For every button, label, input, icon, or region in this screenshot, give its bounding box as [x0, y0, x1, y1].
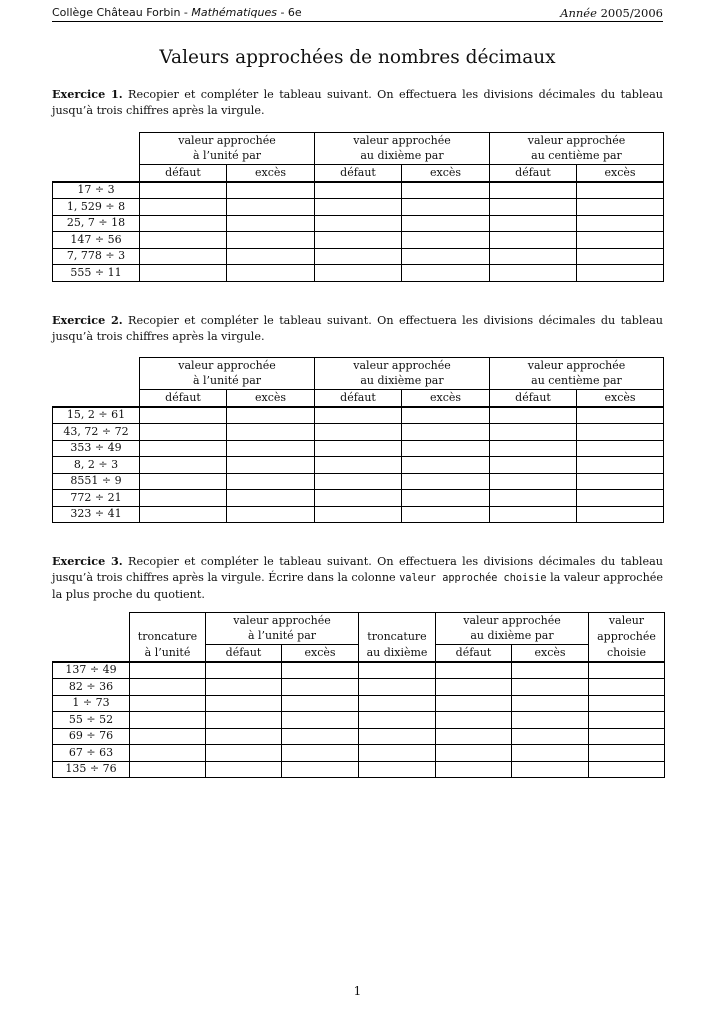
answer-cell: [282, 745, 359, 762]
corner-cell: [53, 613, 130, 629]
answer-cell: [402, 407, 490, 424]
answer-cell: [490, 265, 577, 282]
header-left: Collège Château Forbin - Mathématiques - 6e: [52, 6, 302, 19]
answer-cell: [577, 440, 664, 457]
answer-cell: [315, 506, 402, 523]
answer-cell: [206, 728, 282, 745]
answer-cell: [227, 440, 315, 457]
division-label: 147 ÷ 56: [53, 232, 140, 249]
answer-cell: [490, 199, 577, 216]
choisie-header-line-3: choisie: [589, 645, 665, 662]
troncature-unite-line-2: à l’unité: [130, 645, 206, 662]
header-right: Année 2005/2006: [560, 6, 663, 20]
troncature-unite-line-1: troncature: [130, 629, 206, 645]
answer-cell: [512, 745, 589, 762]
table-row: [53, 473, 664, 490]
corner-cell: [53, 165, 140, 182]
table-row: [53, 248, 664, 265]
answer-cell: [282, 679, 359, 696]
group-header-line-2: à l’unité par: [140, 149, 315, 165]
answer-cell: [227, 232, 315, 249]
table-row: [53, 662, 665, 679]
answer-cell: [589, 662, 665, 679]
subheader-cell: excès: [577, 165, 664, 182]
table-row: [53, 182, 664, 199]
answer-cell: [436, 712, 512, 729]
exercise-3-table: [52, 612, 665, 778]
group-unite-line-2: à l’unité par: [206, 629, 359, 645]
header-row: [53, 133, 664, 149]
answer-cell: [577, 407, 664, 424]
column-name-code: valeur approchée choisie: [399, 573, 547, 584]
answer-cell: [512, 662, 589, 679]
choisie-header-line-2: approchée: [589, 629, 665, 645]
exercise-3-label: Exercice 3.: [52, 554, 123, 568]
answer-cell: [577, 215, 664, 232]
division-label: 353 ÷ 49: [53, 440, 140, 457]
troncature-dixieme-line-2: au dixième: [359, 645, 436, 662]
exercise-1-label: Exercice 1.: [52, 87, 123, 101]
answer-cell: [140, 473, 227, 490]
answer-cell: [359, 679, 436, 696]
answer-cell: [490, 490, 577, 507]
subheader-cell: défaut: [140, 390, 227, 407]
answer-cell: [282, 761, 359, 778]
division-label: 1 ÷ 73: [53, 695, 130, 712]
answer-cell: [436, 728, 512, 745]
group-header-line-2: au centième par: [490, 374, 664, 390]
corner-cell: [53, 358, 140, 374]
table-row: [53, 457, 664, 474]
group-header-line-2: au dixième par: [315, 149, 490, 165]
answer-cell: [315, 424, 402, 441]
answer-cell: [436, 662, 512, 679]
table-row: [53, 728, 665, 745]
answer-cell: [436, 695, 512, 712]
answer-cell: [577, 457, 664, 474]
answer-cell: [206, 761, 282, 778]
answer-cell: [577, 473, 664, 490]
table-row: [53, 745, 665, 762]
subheader-cell: excès: [402, 165, 490, 182]
division-label: 137 ÷ 49: [53, 662, 130, 679]
answer-cell: [130, 679, 206, 696]
answer-cell: [315, 182, 402, 199]
table-row: [53, 215, 664, 232]
answer-cell: [490, 506, 577, 523]
table-row: [53, 712, 665, 729]
answer-cell: [512, 728, 589, 745]
subheader-cell: défaut: [436, 645, 512, 662]
answer-cell: [282, 662, 359, 679]
group-header-line-2: au centième par: [490, 149, 664, 165]
troncature-unite-header: [130, 613, 206, 629]
subheader-row: [53, 165, 664, 182]
answer-cell: [227, 199, 315, 216]
answer-cell: [577, 424, 664, 441]
answer-cell: [589, 728, 665, 745]
division-label: 8551 ÷ 9: [53, 473, 140, 490]
table-row: [53, 506, 664, 523]
answer-cell: [402, 199, 490, 216]
subheader-cell: défaut: [490, 390, 577, 407]
corner-cell: [53, 645, 130, 662]
subheader-cell: excès: [577, 390, 664, 407]
answer-cell: [577, 182, 664, 199]
answer-cell: [140, 457, 227, 474]
answer-cell: [589, 712, 665, 729]
division-label: 15, 2 ÷ 61: [53, 407, 140, 424]
answer-cell: [359, 761, 436, 778]
answer-cell: [512, 679, 589, 696]
answer-cell: [206, 712, 282, 729]
exercise-1-statement: Exercice 1. Recopier et compléter le tableau suivant. On effectuera les divisions décimales du tableau jusqu’à trois chiffres après la virgule.: [52, 87, 663, 117]
answer-cell: [315, 440, 402, 457]
header-row: [53, 374, 664, 390]
answer-cell: [402, 248, 490, 265]
answer-cell: [589, 761, 665, 778]
table-row: [53, 490, 664, 507]
table-row: [53, 407, 664, 424]
answer-cell: [490, 424, 577, 441]
answer-cell: [130, 712, 206, 729]
answer-cell: [490, 440, 577, 457]
division-label: 7, 778 ÷ 3: [53, 248, 140, 265]
answer-cell: [140, 232, 227, 249]
answer-cell: [140, 182, 227, 199]
answer-cell: [436, 761, 512, 778]
group-dixieme-line-2: au dixième par: [436, 629, 589, 645]
troncature-dixieme-line-1: troncature: [359, 629, 436, 645]
header-row: [53, 149, 664, 165]
answer-cell: [227, 473, 315, 490]
answer-cell: [512, 761, 589, 778]
table-row: [53, 440, 664, 457]
answer-cell: [359, 662, 436, 679]
answer-cell: [130, 728, 206, 745]
answer-cell: [359, 695, 436, 712]
answer-cell: [577, 199, 664, 216]
group-unite-line-1: valeur approchée: [206, 613, 359, 629]
table-row: [53, 761, 665, 778]
group-header-line-1: valeur approchée: [315, 358, 490, 374]
table-row: [53, 232, 664, 249]
answer-cell: [359, 712, 436, 729]
answer-cell: [227, 215, 315, 232]
division-label: 17 ÷ 3: [53, 182, 140, 199]
answer-cell: [315, 457, 402, 474]
group-header-line-1: valeur approchée: [490, 358, 664, 374]
answer-cell: [512, 712, 589, 729]
answer-cell: [402, 440, 490, 457]
corner-cell: [53, 374, 140, 390]
answer-cell: [315, 473, 402, 490]
corner-cell: [53, 390, 140, 407]
answer-cell: [130, 695, 206, 712]
choisie-header-line-1: valeur: [589, 613, 665, 629]
answer-cell: [577, 265, 664, 282]
answer-cell: [227, 424, 315, 441]
subheader-cell: défaut: [315, 390, 402, 407]
answer-cell: [589, 679, 665, 696]
subheader-cell: excès: [227, 165, 315, 182]
answer-cell: [282, 695, 359, 712]
answer-cell: [589, 695, 665, 712]
answer-cell: [402, 490, 490, 507]
answer-cell: [206, 695, 282, 712]
answer-cell: [130, 745, 206, 762]
subheader-row: [53, 390, 664, 407]
division-label: 135 ÷ 76: [53, 761, 130, 778]
subheader-row: [53, 645, 665, 662]
group-header-line-1: valeur approchée: [490, 133, 664, 149]
answer-cell: [315, 215, 402, 232]
division-label: 772 ÷ 21: [53, 490, 140, 507]
answer-cell: [140, 265, 227, 282]
division-label: 8, 2 ÷ 3: [53, 457, 140, 474]
exercise-2-label: Exercice 2.: [52, 313, 123, 327]
subheader-cell: excès: [282, 645, 359, 662]
answer-cell: [490, 182, 577, 199]
group-header-line-1: valeur approchée: [140, 133, 315, 149]
table-row: [53, 695, 665, 712]
exercise-2-statement: Exercice 2. Recopier et compléter le tableau suivant. On effectuera les divisions décimales du tableau jusqu’à trois chiffres après la virgule.: [52, 313, 663, 343]
group-header-line-1: valeur approchée: [140, 358, 315, 374]
answer-cell: [402, 457, 490, 474]
answer-cell: [490, 215, 577, 232]
corner-cell: [53, 629, 130, 645]
header-row: [53, 629, 665, 645]
answer-cell: [140, 490, 227, 507]
answer-cell: [282, 712, 359, 729]
exercise-2-table: [52, 357, 664, 523]
group-header-line-2: à l’unité par: [140, 374, 315, 390]
answer-cell: [402, 232, 490, 249]
answer-cell: [315, 232, 402, 249]
answer-cell: [359, 728, 436, 745]
page-title: Valeurs approchées de nombres décimaux: [159, 47, 556, 68]
answer-cell: [315, 248, 402, 265]
answer-cell: [140, 215, 227, 232]
answer-cell: [315, 407, 402, 424]
answer-cell: [206, 679, 282, 696]
page-number: 1: [353, 984, 362, 998]
answer-cell: [577, 232, 664, 249]
answer-cell: [490, 457, 577, 474]
subheader-cell: excès: [512, 645, 589, 662]
answer-cell: [402, 215, 490, 232]
answer-cell: [402, 265, 490, 282]
answer-cell: [402, 506, 490, 523]
corner-cell: [53, 133, 140, 149]
subheader-cell: défaut: [490, 165, 577, 182]
answer-cell: [436, 679, 512, 696]
page-header: [52, 6, 663, 22]
answer-cell: [490, 473, 577, 490]
answer-cell: [227, 182, 315, 199]
division-label: 69 ÷ 76: [53, 728, 130, 745]
subheader-cell: excès: [227, 390, 315, 407]
answer-cell: [227, 265, 315, 282]
division-label: 43, 72 ÷ 72: [53, 424, 140, 441]
header-row: [53, 613, 665, 629]
table-row: [53, 679, 665, 696]
answer-cell: [227, 457, 315, 474]
troncature-dixieme-header: [359, 613, 436, 629]
group-header-line-2: au dixième par: [315, 374, 490, 390]
answer-cell: [402, 473, 490, 490]
division-label: 67 ÷ 63: [53, 745, 130, 762]
subheader-cell: défaut: [315, 165, 402, 182]
header-row: [53, 358, 664, 374]
answer-cell: [130, 662, 206, 679]
exercise-3-statement: Exercice 3. Recopier et compléter le tableau suivant. On effectuera les divisions décimales du tableau jusqu’à trois chiffres après la virgule. Écrire dans la colonne valeur approchée choisie la valeur approchée la plus proche du quotient.: [52, 554, 664, 601]
answer-cell: [140, 506, 227, 523]
subheader-cell: défaut: [206, 645, 282, 662]
answer-cell: [315, 490, 402, 507]
table-row: [53, 424, 664, 441]
answer-cell: [140, 248, 227, 265]
subheader-cell: excès: [402, 390, 490, 407]
answer-cell: [490, 248, 577, 265]
group-dixieme-line-1: valeur approchée: [436, 613, 589, 629]
answer-cell: [402, 182, 490, 199]
subheader-cell: défaut: [140, 165, 227, 182]
answer-cell: [282, 728, 359, 745]
answer-cell: [206, 662, 282, 679]
answer-cell: [589, 745, 665, 762]
answer-cell: [359, 745, 436, 762]
answer-cell: [577, 490, 664, 507]
division-label: 55 ÷ 52: [53, 712, 130, 729]
answer-cell: [227, 490, 315, 507]
header-subject: Mathématiques: [191, 6, 277, 19]
division-label: 555 ÷ 11: [53, 265, 140, 282]
division-label: 25, 7 ÷ 18: [53, 215, 140, 232]
answer-cell: [490, 232, 577, 249]
table-row: [53, 265, 664, 282]
answer-cell: [315, 265, 402, 282]
answer-cell: [206, 745, 282, 762]
exercise-1-table: [52, 132, 664, 282]
answer-cell: [577, 506, 664, 523]
answer-cell: [577, 248, 664, 265]
division-label: 82 ÷ 36: [53, 679, 130, 696]
answer-cell: [130, 761, 206, 778]
answer-cell: [402, 424, 490, 441]
answer-cell: [227, 248, 315, 265]
division-label: 1, 529 ÷ 8: [53, 199, 140, 216]
answer-cell: [315, 199, 402, 216]
answer-cell: [512, 695, 589, 712]
table-row: [53, 199, 664, 216]
group-header-line-1: valeur approchée: [315, 133, 490, 149]
answer-cell: [140, 199, 227, 216]
answer-cell: [140, 440, 227, 457]
division-label: 323 ÷ 41: [53, 506, 140, 523]
answer-cell: [490, 407, 577, 424]
answer-cell: [140, 424, 227, 441]
answer-cell: [227, 407, 315, 424]
answer-cell: [140, 407, 227, 424]
answer-cell: [436, 745, 512, 762]
answer-cell: [227, 506, 315, 523]
corner-cell: [53, 149, 140, 165]
